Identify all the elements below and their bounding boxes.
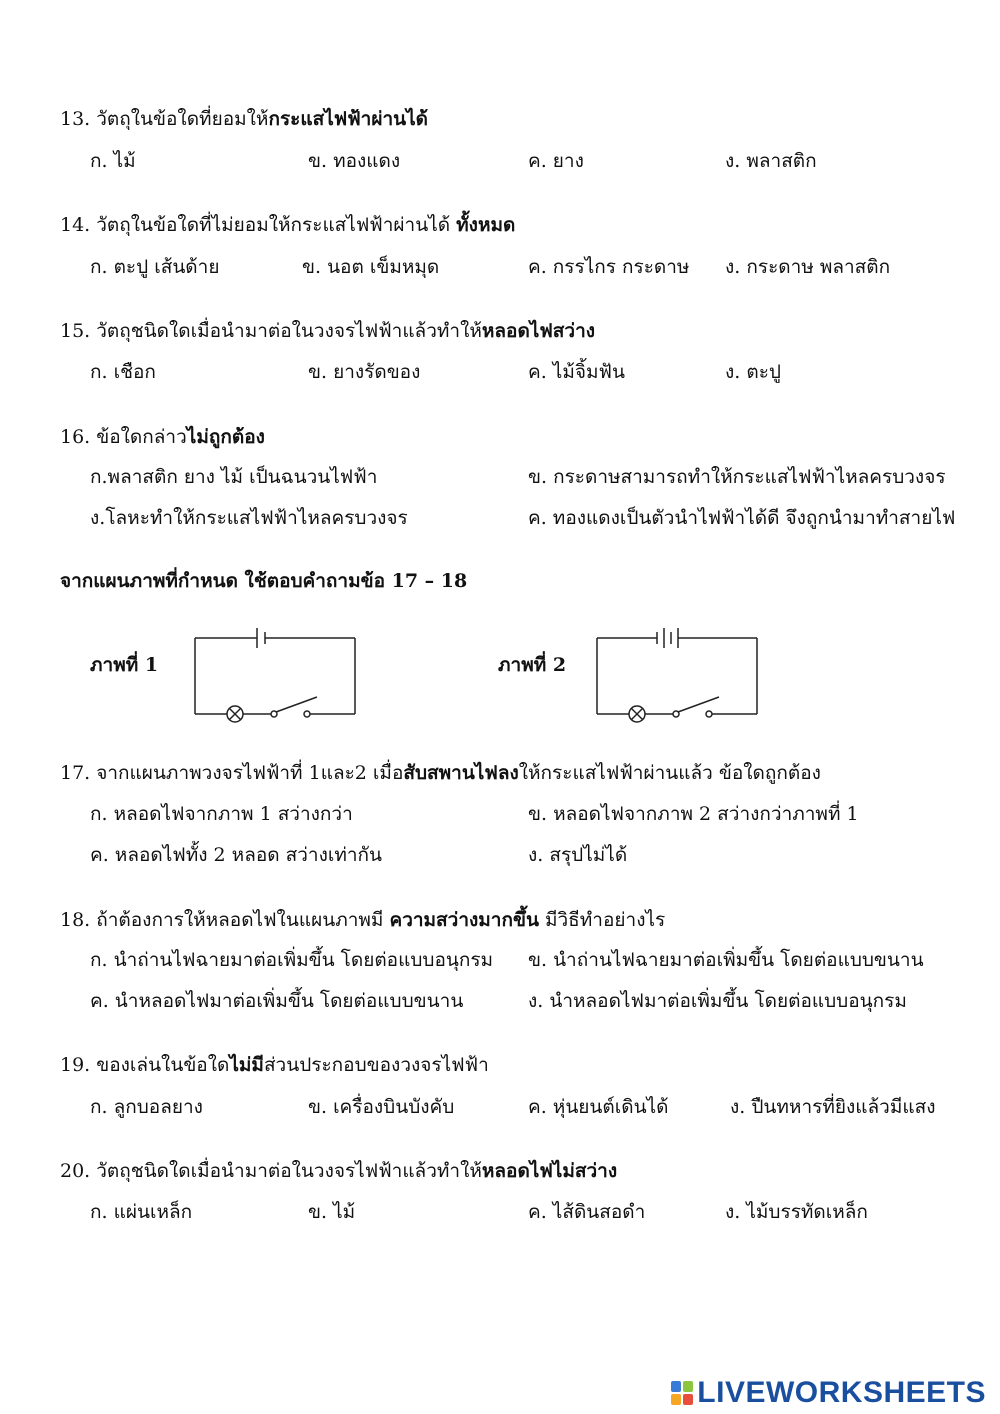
q14-option-b[interactable]: ข. นอต เข็มหมุด	[302, 256, 440, 278]
q17-option-a[interactable]: ก. หลอดไฟจากภาพ 1 สว่างกว่า	[90, 803, 353, 825]
logo-square-4	[683, 1394, 693, 1405]
q20-option-c[interactable]: ค. ไส้ดินสอดำ	[528, 1201, 646, 1223]
q15-option-a[interactable]: ก. เชือก	[90, 361, 156, 383]
logo-square-1	[671, 1381, 681, 1392]
question-19: 19. ของเล่นในข้อใดไม่มีส่วนประกอบของวงจรไฟฟ้า	[60, 1054, 489, 1076]
question-17: 17. จากแผนภาพวงจรไฟฟ้าที่ 1และ2 เมื่อสับสพานไฟลงให้กระแสไฟฟ้าผ่านแล้ว ข้อใดถูกต้อง	[60, 762, 821, 784]
q13-option-a[interactable]: ก. ไม้	[90, 150, 136, 172]
q16-option-b[interactable]: ข. กระดาษสามารถทำให้กระแสไฟฟ้าไหลครบวงจร	[528, 466, 946, 488]
logo-square-3	[671, 1394, 681, 1405]
figure-1-label: ภาพที่ 1	[90, 654, 159, 676]
logo-square-2	[683, 1381, 693, 1392]
q20-option-d[interactable]: ง. ไม้บรรทัดเหล็ก	[725, 1201, 868, 1223]
q13-option-c[interactable]: ค. ยาง	[528, 150, 584, 172]
q14-option-d[interactable]: ง. กระดาษ พลาสติก	[725, 256, 891, 278]
q18-option-b[interactable]: ข. นำถ่านไฟฉายมาต่อเพิ่มขึ้น โดยต่อแบบขนาน	[528, 949, 924, 971]
liveworksheets-logo-icon	[671, 1381, 693, 1405]
q17-option-c[interactable]: ค. หลอดไฟทั้ง 2 หลอด สว่างเท่ากัน	[90, 844, 383, 866]
figure-2-label: ภาพที่ 2	[498, 654, 567, 676]
circuit-diagram-2	[587, 618, 767, 728]
liveworksheets-wordmark: LIVEWORKSHEETS	[697, 1376, 986, 1409]
q18-option-c[interactable]: ค. นำหลอดไฟมาต่อเพิ่มขึ้น โดยต่อแบบขนาน	[90, 990, 464, 1012]
circuit-diagram-1	[185, 618, 365, 728]
q16-option-d[interactable]: ง.โลหะทำให้กระแสไฟฟ้าไหลครบวงจร	[90, 507, 408, 529]
q20-option-a[interactable]: ก. แผ่นเหล็ก	[90, 1201, 193, 1223]
q19-option-d[interactable]: ง. ปืนทหารที่ยิงแล้วมีแสง	[730, 1096, 936, 1118]
q19-option-b[interactable]: ข. เครื่องบินบังคับ	[308, 1096, 455, 1118]
q17-option-d[interactable]: ง. สรุปไม่ได้	[528, 844, 628, 866]
question-13: 13. วัตถุในข้อใดที่ยอมให้กระแสไฟฟ้าผ่านได้	[60, 108, 429, 130]
q13-option-b[interactable]: ข. ทองแดง	[308, 150, 401, 172]
q15-option-c[interactable]: ค. ไม้จิ้มฟัน	[528, 361, 625, 383]
q16-option-c[interactable]: ค. ทองแดงเป็นตัวนำไฟฟ้าได้ดี จึงถูกนำมาทำสายไฟ	[528, 507, 956, 529]
q18-option-a[interactable]: ก. นำถ่านไฟฉายมาต่อเพิ่มขึ้น โดยต่อแบบอนุกรม	[90, 949, 494, 971]
q17-option-b[interactable]: ข. หลอดไฟจากภาพ 2 สว่างกว่าภาพที่ 1	[528, 803, 859, 825]
q18-option-d[interactable]: ง. นำหลอดไฟมาต่อเพิ่มขึ้น โดยต่อแบบอนุกรม	[528, 990, 907, 1012]
q14-option-a[interactable]: ก. ตะปู เส้นด้าย	[90, 256, 220, 278]
liveworksheets-logo[interactable]	[671, 1376, 986, 1410]
q14-option-c[interactable]: ค. กรรไกร กระดาษ	[528, 256, 690, 278]
q16-option-a[interactable]: ก.พลาสติก ยาง ไม้ เป็นฉนวนไฟฟ้า	[90, 466, 378, 488]
q15-option-b[interactable]: ข. ยางรัดของ	[308, 361, 421, 383]
q20-option-b[interactable]: ข. ไม้	[308, 1201, 356, 1223]
question-18: 18. ถ้าต้องการให้หลอดไฟในแผนภาพมี ความสว่างมากขึ้น มีวิธีทำอย่างไร	[60, 909, 666, 931]
question-20: 20. วัตถุชนิดใดเมื่อนำมาต่อในวงจรไฟฟ้าแล้วทำให้หลอดไฟไม่สว่าง	[60, 1160, 618, 1182]
q19-option-a[interactable]: ก. ลูกบอลยาง	[90, 1096, 203, 1118]
q15-option-d[interactable]: ง. ตะปู	[725, 361, 781, 383]
q13-option-d[interactable]: ง. พลาสติก	[725, 150, 817, 172]
q19-option-c[interactable]: ค. หุ่นยนต์เดินได้	[528, 1096, 669, 1118]
question-14: 14. วัตถุในข้อใดที่ไม่ยอมให้กระแสไฟฟ้าผ่านได้ ทั้งหมด	[60, 214, 516, 236]
question-16: 16. ข้อใดกล่าวไม่ถูกต้อง	[60, 426, 265, 448]
diagram-heading: จากแผนภาพที่กำหนด ใช้ตอบคำถามข้อ 17 – 18	[60, 570, 468, 592]
question-15: 15. วัตถุชนิดใดเมื่อนำมาต่อในวงจรไฟฟ้าแล้วทำให้หลอดไฟสว่าง	[60, 320, 596, 342]
